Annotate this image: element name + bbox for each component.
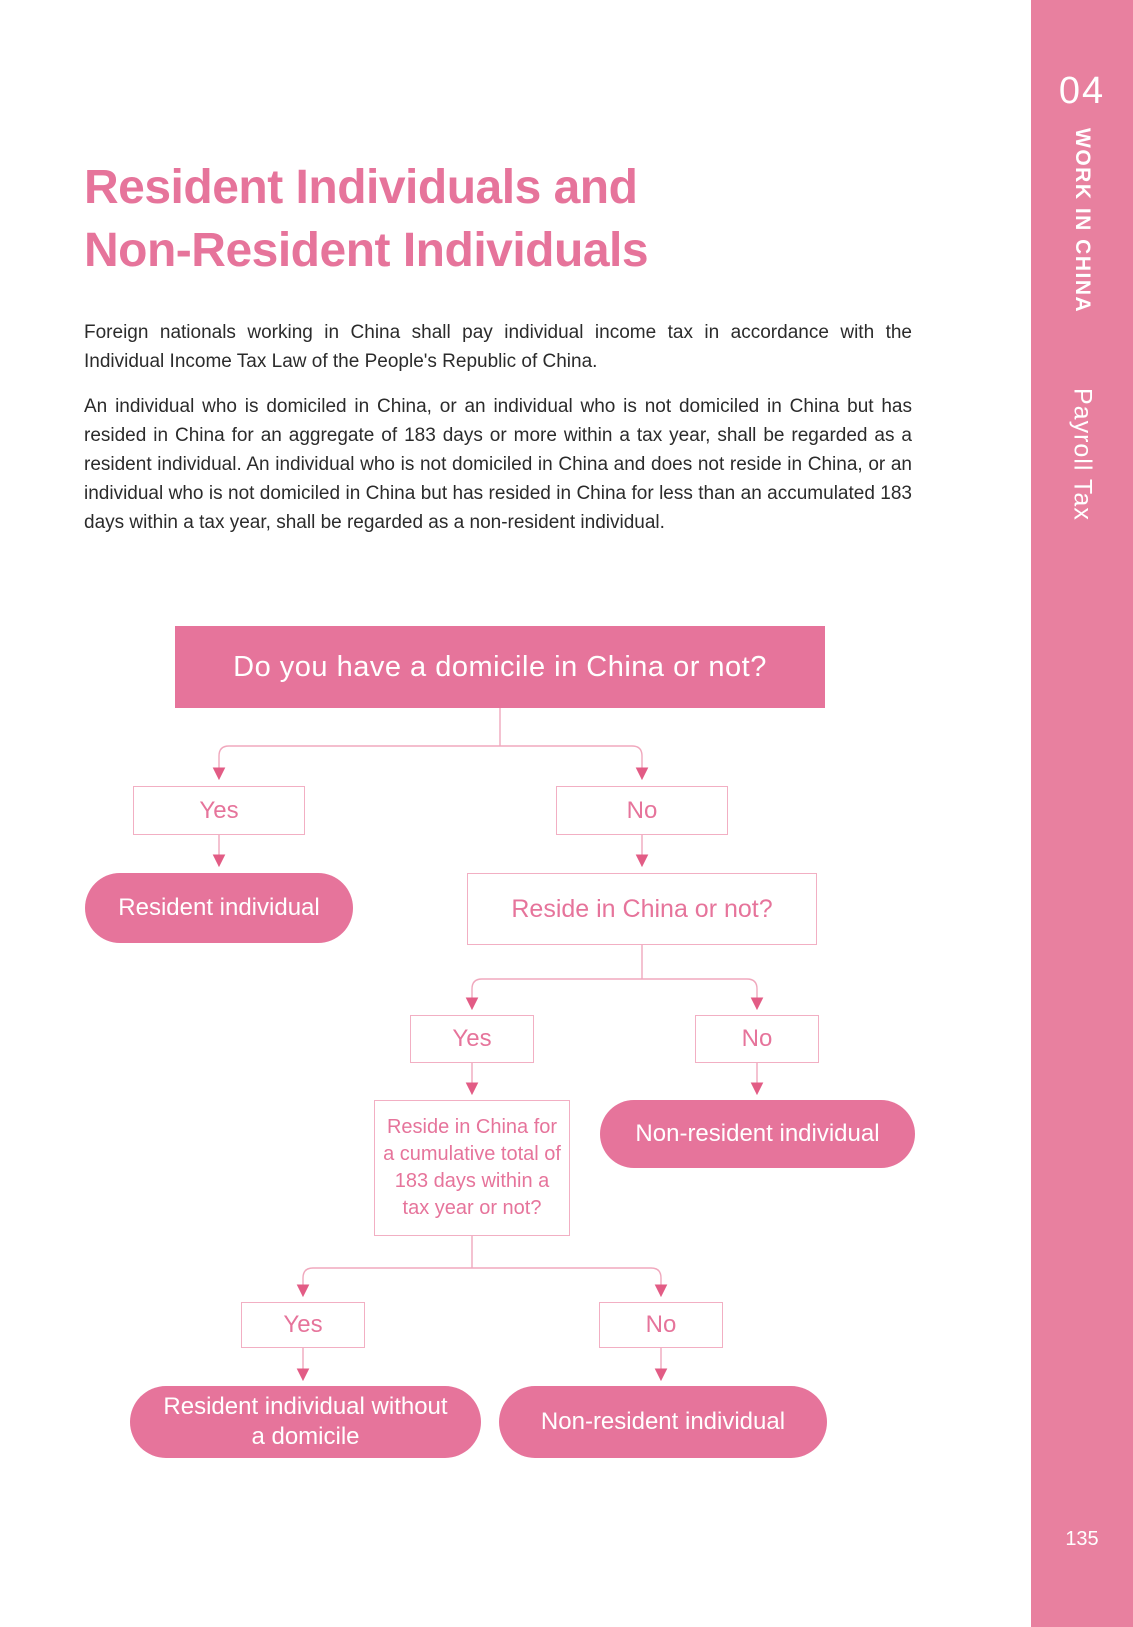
flow-resident-individual-pill: Resident individual <box>85 873 353 943</box>
chapter-label: WORK IN CHINA <box>1071 128 1094 314</box>
flow-183-days-question: Reside in China for a cumulative total of 183 days within a tax year or not? <box>374 1100 570 1236</box>
body-paragraph-2: An individual who is domiciled in China, or an individual who is not domiciled in China but has resided in China for an aggregate of 183 days or more within a tax year, shall be regarded as a resident individual. An individual who is not domiciled in China and does not reside in China, or an individual who is not domiciled in China but has resided in China for less than an accumulated 183 days within a tax year, shall be regarded as a non-resident individual. <box>84 396 912 533</box>
flow-nonresident-individual-pill-1: Non-resident individual <box>600 1100 915 1168</box>
flow-level2-no: No <box>695 1015 819 1063</box>
flow-level1-no: No <box>556 786 728 835</box>
flow-level3-no: No <box>599 1302 723 1348</box>
flow-level2-yes: Yes <box>410 1015 534 1063</box>
flow-level1-yes: Yes <box>133 786 305 835</box>
flow-root-question: Do you have a domicile in China or not? <box>175 626 825 708</box>
flow-resident-without-domicile-pill: Resident individual without a domicile <box>130 1386 481 1458</box>
flow-nonresident-individual-pill-2: Non-resident individual <box>499 1386 827 1458</box>
flow-reside-question: Reside in China or not? <box>467 873 817 945</box>
chapter-number: 04 <box>1058 70 1106 112</box>
body-paragraph-1: Foreign nationals working in China shall pay individual income tax in accordance with the Individual Income Tax Law of the People's Republic of China. <box>84 322 912 372</box>
page-title-line-1: Resident Individuals and <box>84 161 638 214</box>
flow-level3-yes: Yes <box>241 1302 365 1348</box>
section-label: Payroll Tax <box>1068 388 1097 521</box>
page-number: 135 <box>1065 1528 1099 1550</box>
page-title-line-2: Non-Resident Individuals <box>84 224 649 277</box>
